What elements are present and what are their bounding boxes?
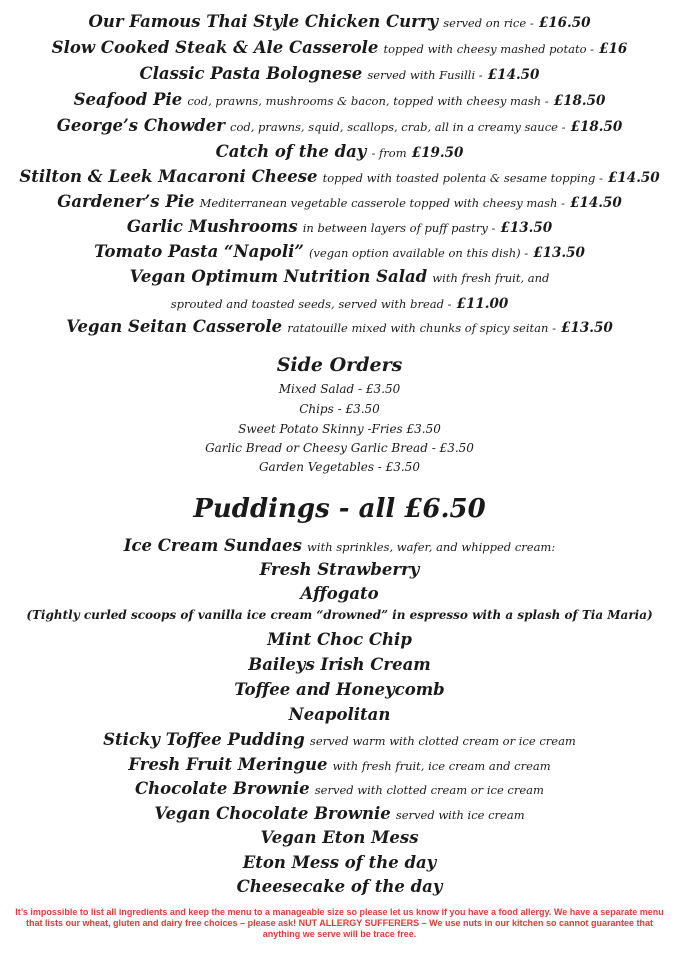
sundae-flavour: Fresh Strawberry (259, 560, 420, 579)
menu-item-description: served with Fusilli - (367, 68, 483, 82)
menu-item-description: cod, prawns, squid, scallops, crab, all in a creamy sauce - (230, 120, 566, 134)
pudding-item (0, 779, 679, 798)
sundae-flavour: Affogato (300, 584, 379, 603)
side-order-item: Garlic Bread or Cheesy Garlic Bread - £3.50 (205, 441, 474, 455)
menu-item-description: sprouted and toasted seeds, served with bread - (170, 297, 452, 311)
menu-item-price: £14.50 (487, 67, 540, 83)
menu-item-price: £18.50 (553, 93, 606, 109)
menu-item (0, 38, 679, 57)
side-order-item: Mixed Salad - £3.50 (278, 382, 401, 396)
menu-item-name: Gardener’s Pie (57, 192, 195, 211)
menu-item-description: in between layers of puff pastry - (302, 221, 496, 235)
menu-item-price: £16 (599, 41, 628, 57)
menu-item-price: £16.50 (538, 15, 591, 31)
menu-item-description: topped with cheesy mashed potato - (383, 42, 595, 56)
menu-item-name: Vegan Optimum Nutrition Salad (129, 267, 428, 286)
menu-item (0, 64, 679, 83)
menu-item-price: £14.50 (608, 170, 660, 186)
pudding-description: served with clotted cream or ice cream (314, 783, 544, 797)
menu-item-name: Garlic Mushrooms (126, 217, 298, 236)
menu-item-description: (vegan option available on this dish) - (308, 246, 529, 260)
menu-item-name: Tomato Pasta “Napoli” (94, 242, 304, 261)
side-order-item: Chips - £3.50 (299, 402, 380, 416)
menu-item-name: George’s Chowder (56, 116, 225, 135)
pudding-item (0, 755, 679, 774)
menu-item-name: Our Famous Thai Style Chicken Curry (88, 12, 439, 31)
menu-item (0, 167, 679, 186)
pudding-item (0, 804, 679, 823)
menu-item-name: Slow Cooked Steak & Ale Casserole (51, 38, 379, 57)
menu-item-description: cod, prawns, mushrooms & bacon, topped with cheesy mash - (187, 94, 549, 108)
sundae-flavour: Mint Choc Chip (267, 630, 412, 649)
menu-item-description: with fresh fruit, and (432, 271, 550, 285)
pudding-item: Eton Mess of the day (242, 853, 437, 872)
pudding-item: Cheesecake of the day (236, 877, 443, 896)
pudding-description: served warm with clotted cream or ice cream (309, 734, 576, 748)
side-order-item: Sweet Potato Skinny -Fries £3.50 (238, 422, 441, 436)
menu-item-price: £11.00 (456, 296, 509, 312)
menu-item-price: £13.50 (500, 220, 553, 236)
menu-item-price: £13.50 (561, 320, 613, 336)
menu-item-price: £13.50 (533, 245, 585, 261)
menu-item (0, 90, 679, 109)
sundae-flavour: Toffee and Honeycomb (234, 680, 445, 699)
pudding-name: Vegan Chocolate Brownie (154, 804, 391, 823)
sundaes-line (0, 536, 679, 555)
menu-item (0, 242, 679, 261)
pudding-description: served with ice cream (395, 808, 525, 822)
menu-item-description: ratatouille mixed with chunks of spicy seitan - (287, 321, 556, 335)
menu-item-price: £19.50 (411, 145, 464, 161)
side-order-item: Garden Vegetables - £3.50 (258, 460, 421, 474)
menu-item (0, 142, 679, 161)
menu-item-continuation (0, 293, 679, 312)
allergy-notice: It’s impossible to list all ingredients and keep the menu to a manageable size so please let us know if you have a food allergy. We have a separate menu that lists our wheat, gluten and dairy free choices – please ask! NUT ALLERGY SUFFERERS – We use nuts in our kitchen so cannot guarantee that anything we serve will be trace free. (15, 907, 664, 939)
pudding-name: Chocolate Brownie (135, 779, 310, 798)
pudding-name: Fresh Fruit Meringue (128, 755, 328, 774)
menu-item-price: £18.50 (570, 119, 623, 135)
side-orders-heading: Side Orders (276, 354, 403, 376)
sundaes-name: Ice Cream Sundaes (123, 536, 302, 555)
sundae-flavour: Neapolitan (288, 705, 391, 724)
menu-item-description: served on rice - (443, 16, 534, 30)
menu-item-name: Catch of the day (215, 142, 367, 161)
menu-item (0, 217, 679, 236)
sundae-flavour: Baileys Irish Cream (248, 655, 431, 674)
pudding-item: Vegan Eton Mess (260, 828, 419, 847)
menu-item-description: Mediterranean vegetable casserole topped with cheesy mash - (199, 196, 565, 210)
menu-item-description: topped with toasted polenta & sesame topping - (322, 171, 603, 185)
affogato-note: (Tightly curled scoops of vanilla ice cream “drowned” in espresso with a splash of Tia Maria) (26, 608, 653, 622)
menu-item-name: Vegan Seitan Casserole (66, 317, 283, 336)
menu-item-name: Seafood Pie (73, 90, 183, 109)
menu-item-name: Classic Pasta Bolognese (139, 64, 363, 83)
menu-item (0, 317, 679, 336)
menu-item-name: Stilton & Leek Macaroni Cheese (19, 167, 318, 186)
menu-item (0, 116, 679, 135)
pudding-description: with fresh fruit, ice cream and cream (332, 759, 551, 773)
menu-item (0, 267, 679, 286)
puddings-heading: Puddings - all £6.50 (193, 494, 486, 524)
pudding-item (0, 730, 679, 749)
menu-item (0, 12, 679, 31)
pudding-name: Sticky Toffee Pudding (103, 730, 305, 749)
menu-item (0, 192, 679, 211)
menu-item-price: £14.50 (570, 195, 622, 211)
menu-item-description: - from (371, 146, 407, 160)
sundaes-description: with sprinkles, wafer, and whipped cream: (307, 540, 556, 554)
